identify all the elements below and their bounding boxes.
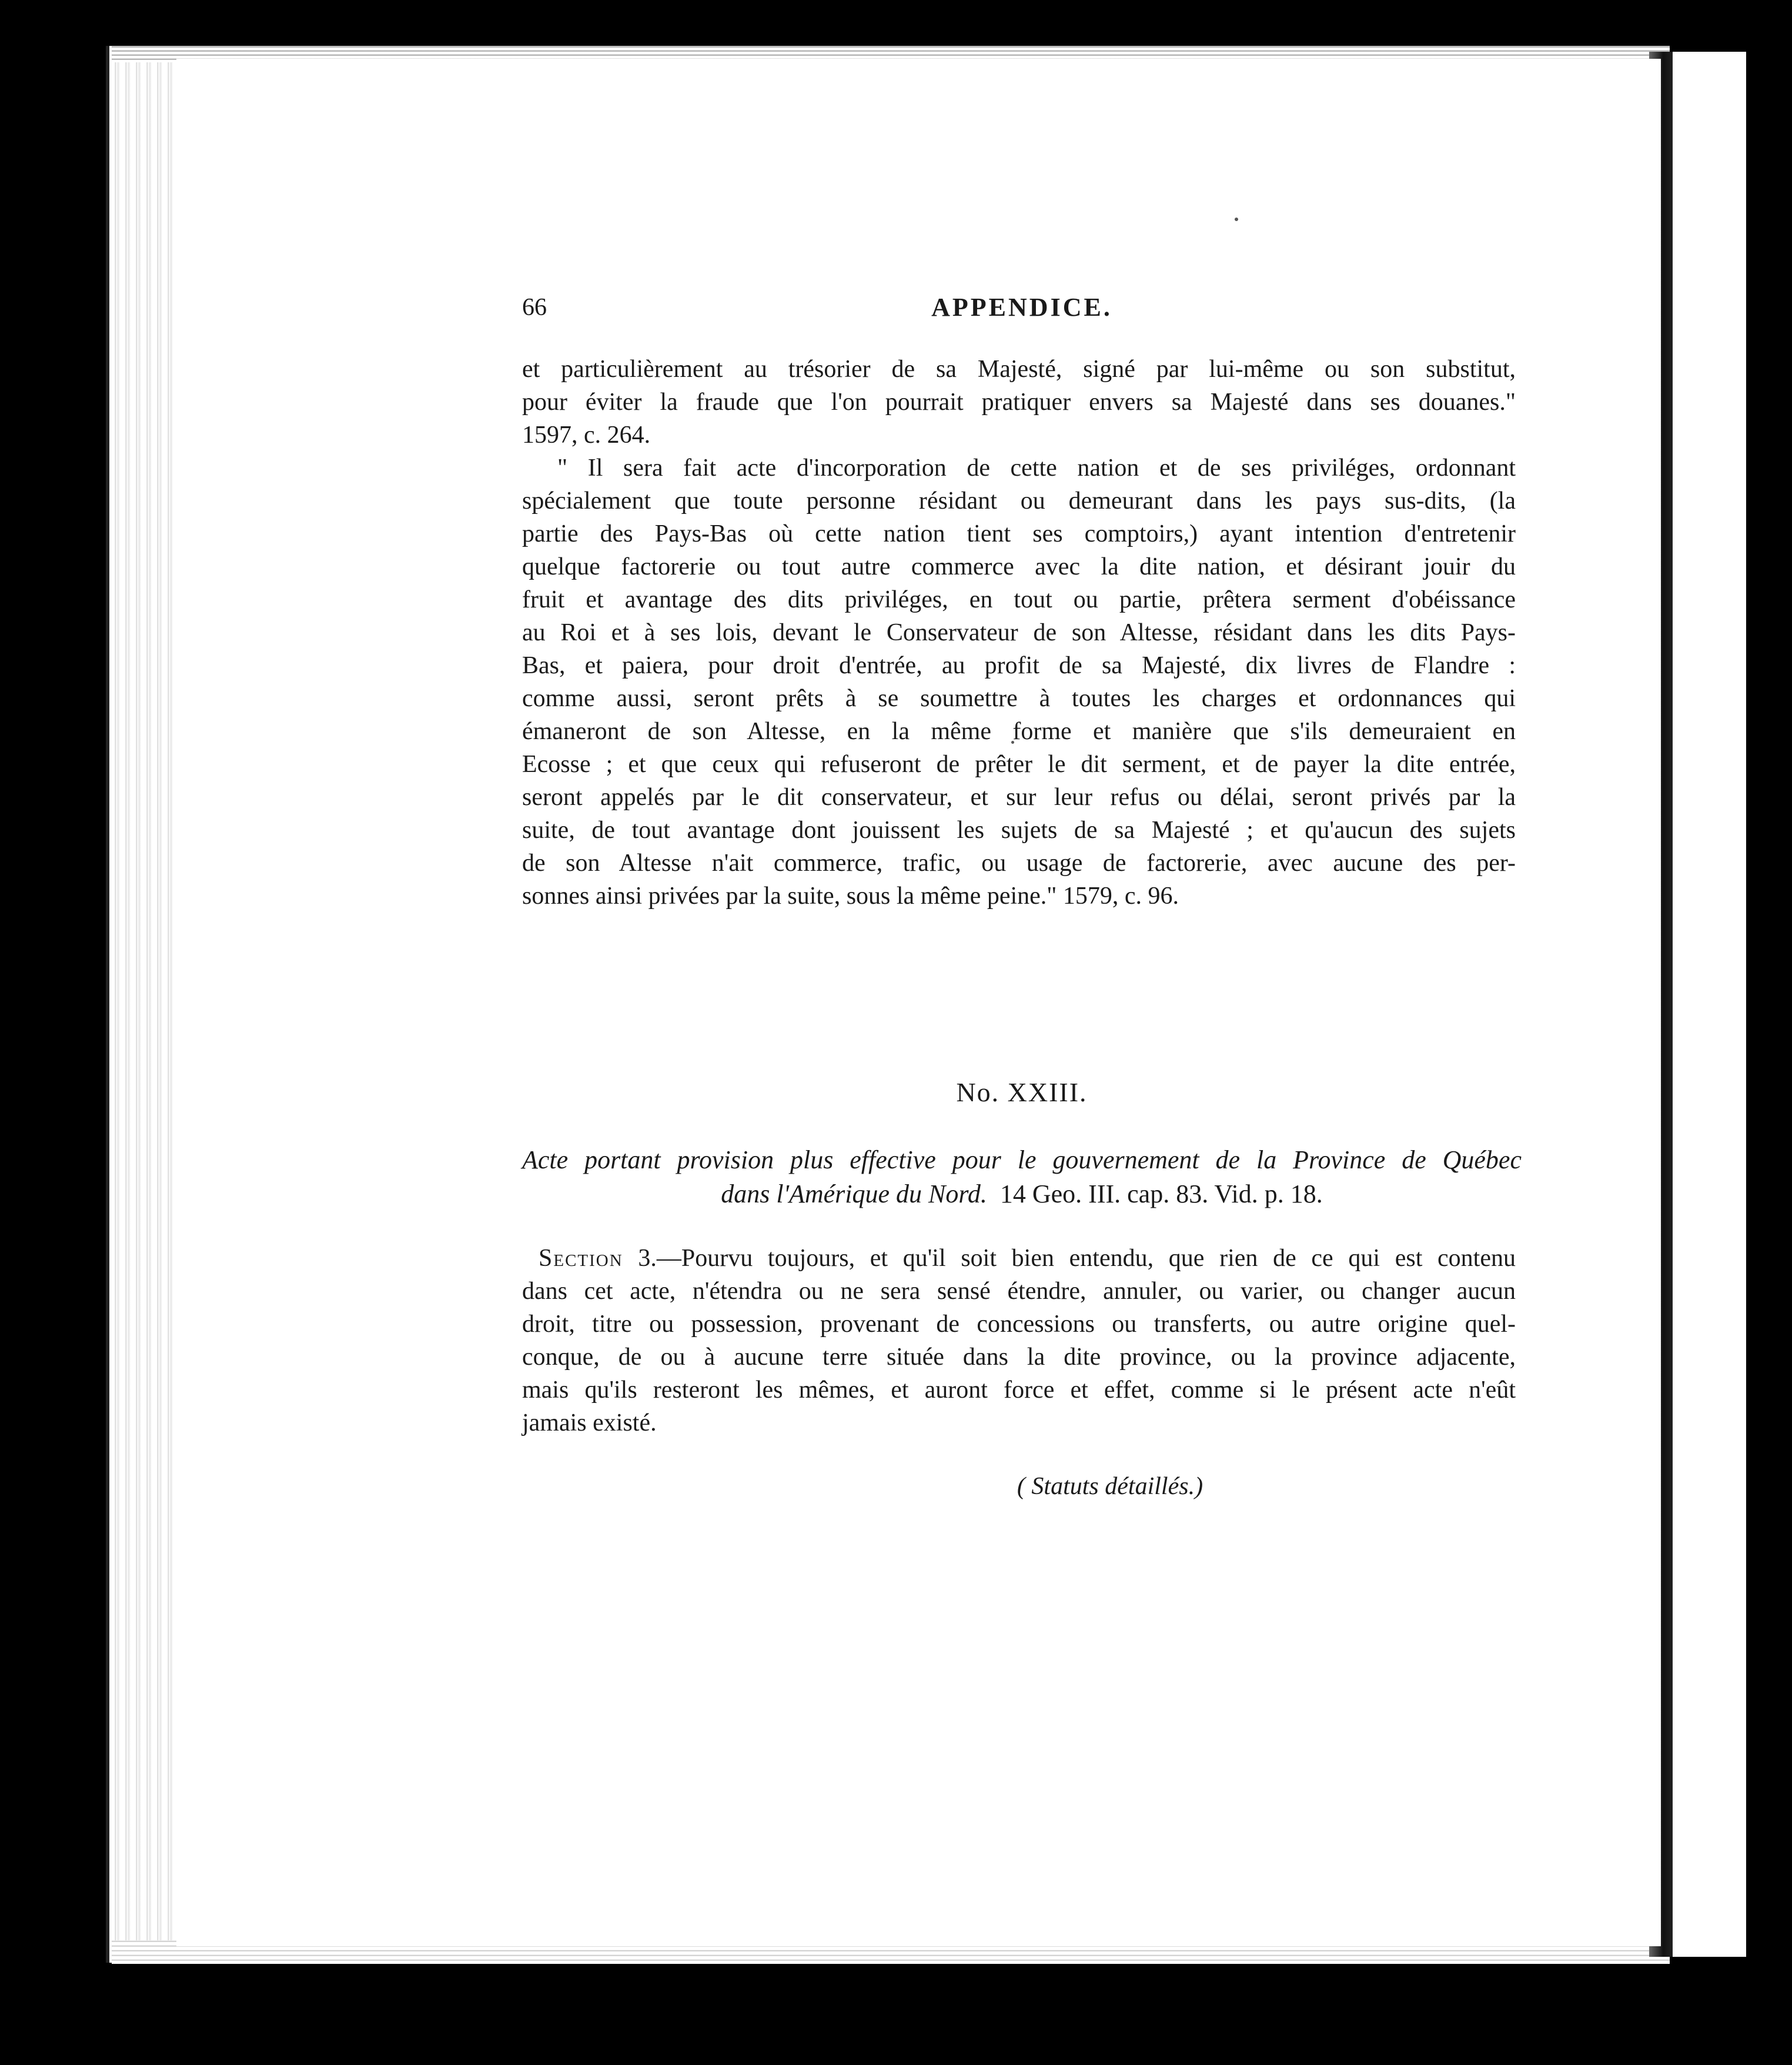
source-note <box>522 1470 1522 1503</box>
text-line: droit, titre ou possession, provenant de concessions ou transferts, ou autre origine quel- <box>522 1311 1516 1338</box>
act-title <box>522 1143 1522 1211</box>
text-line: conque, de ou à aucune terre située dans la dite province, ou la province adjacente, <box>522 1344 1516 1371</box>
page-speck <box>1235 218 1238 221</box>
continuation-paragraph <box>522 353 1516 452</box>
text-line: pour éviter la fraude que l'on pourrait pratiquer envers sa Majesté dans ses douanes." <box>522 389 1516 416</box>
text-line: sonnes ainsi privées par la suite, sous la même peine." 1579, c. 96. <box>522 883 1179 910</box>
text-line: de son Altesse n'ait commerce, trafic, ou usage de factorerie, avec aucune des per- <box>522 850 1516 877</box>
section-number: No. XXIII. <box>956 1077 1088 1107</box>
running-title: APPENDICE. <box>931 293 1112 322</box>
section-paragraph <box>522 1242 1516 1439</box>
quote-paragraph <box>522 452 1516 913</box>
page-number: 66 <box>522 294 547 321</box>
act-title-place: dans l'Amérique du Nord. <box>721 1179 987 1208</box>
section-first-line <box>522 1242 1516 1275</box>
text-line: " Il sera fait acte d'incorporation de cette nation et de ses priviléges, ordonnant <box>557 455 1516 482</box>
text-line: quelque factorerie ou tout autre commerce avec la dite nation, et désirant jouir du <box>522 553 1516 580</box>
text-line: dans cet acte, n'étendra ou ne sera sensé étendre, annuler, ou varier, ou changer aucun <box>522 1278 1516 1305</box>
text-line: et particulièrement au trésorier de sa Majesté, signé par lui-même ou son substitut, <box>522 356 1516 383</box>
text-line: mais qu'ils resteront les mêmes, et auront force et effet, comme si le présent acte n'eût <box>522 1376 1516 1404</box>
text-line: jamais existé. <box>522 1409 657 1436</box>
text-line: spécialement que toute personne résidant ou demeurant dans les pays sus-dits, (la <box>522 487 1516 514</box>
text-line: Ecosse ; et que ceux qui refuseront de prêter le dit serment, et de payer la dite entrée, <box>522 751 1516 778</box>
page-header <box>522 291 1522 332</box>
book-page <box>176 59 1661 1946</box>
text-line: 3.—Pourvu toujours, et qu'il soit bien entendu, que rien de ce qui est contenu <box>638 1245 1516 1272</box>
text-line: seront appelés par le dit conservateur, et sur leur refus ou délai, seront privés par la <box>522 784 1516 811</box>
text-line: comme aussi, seront prêts à se soumettre à toutes les charges et ordonnances qui <box>522 685 1516 712</box>
act-title-line: Acte portant provision plus effective pour le gouvernement de la Province de Québec <box>522 1145 1522 1174</box>
text-line: émaneront de son Altesse, en la même forme et manière que s'ils demeuraient en <box>522 718 1516 745</box>
act-citation: 14 Geo. III. cap. 83. Vid. p. 18. <box>999 1179 1323 1208</box>
citation-line: 1597, c. 264. <box>522 422 651 449</box>
text-line: partie des Pays-Bas où cette nation tient ses comptoirs,) ayant intention d'entretenir <box>522 520 1516 547</box>
text-line: au Roi et à ses lois, devant le Conservateur de son Altesse, résidant dans les dits Pays- <box>522 619 1516 646</box>
section-label: Section <box>539 1245 623 1272</box>
text-line: Bas, et paiera, pour droit d'entrée, au profit de sa Majesté, dix livres de Flandre : <box>522 652 1516 679</box>
source-citation: ( Statuts détaillés.) <box>1017 1473 1203 1500</box>
text-line: suite, de tout avantage dont jouissent les sujets de sa Majesté ; et qu'aucun des sujets <box>522 817 1516 844</box>
facing-page-edge <box>1673 52 1746 1957</box>
act-title-line-2 <box>522 1177 1522 1211</box>
text-line: fruit et avantage des dits priviléges, en tout ou partie, prêtera serment d'obéissance <box>522 586 1516 613</box>
